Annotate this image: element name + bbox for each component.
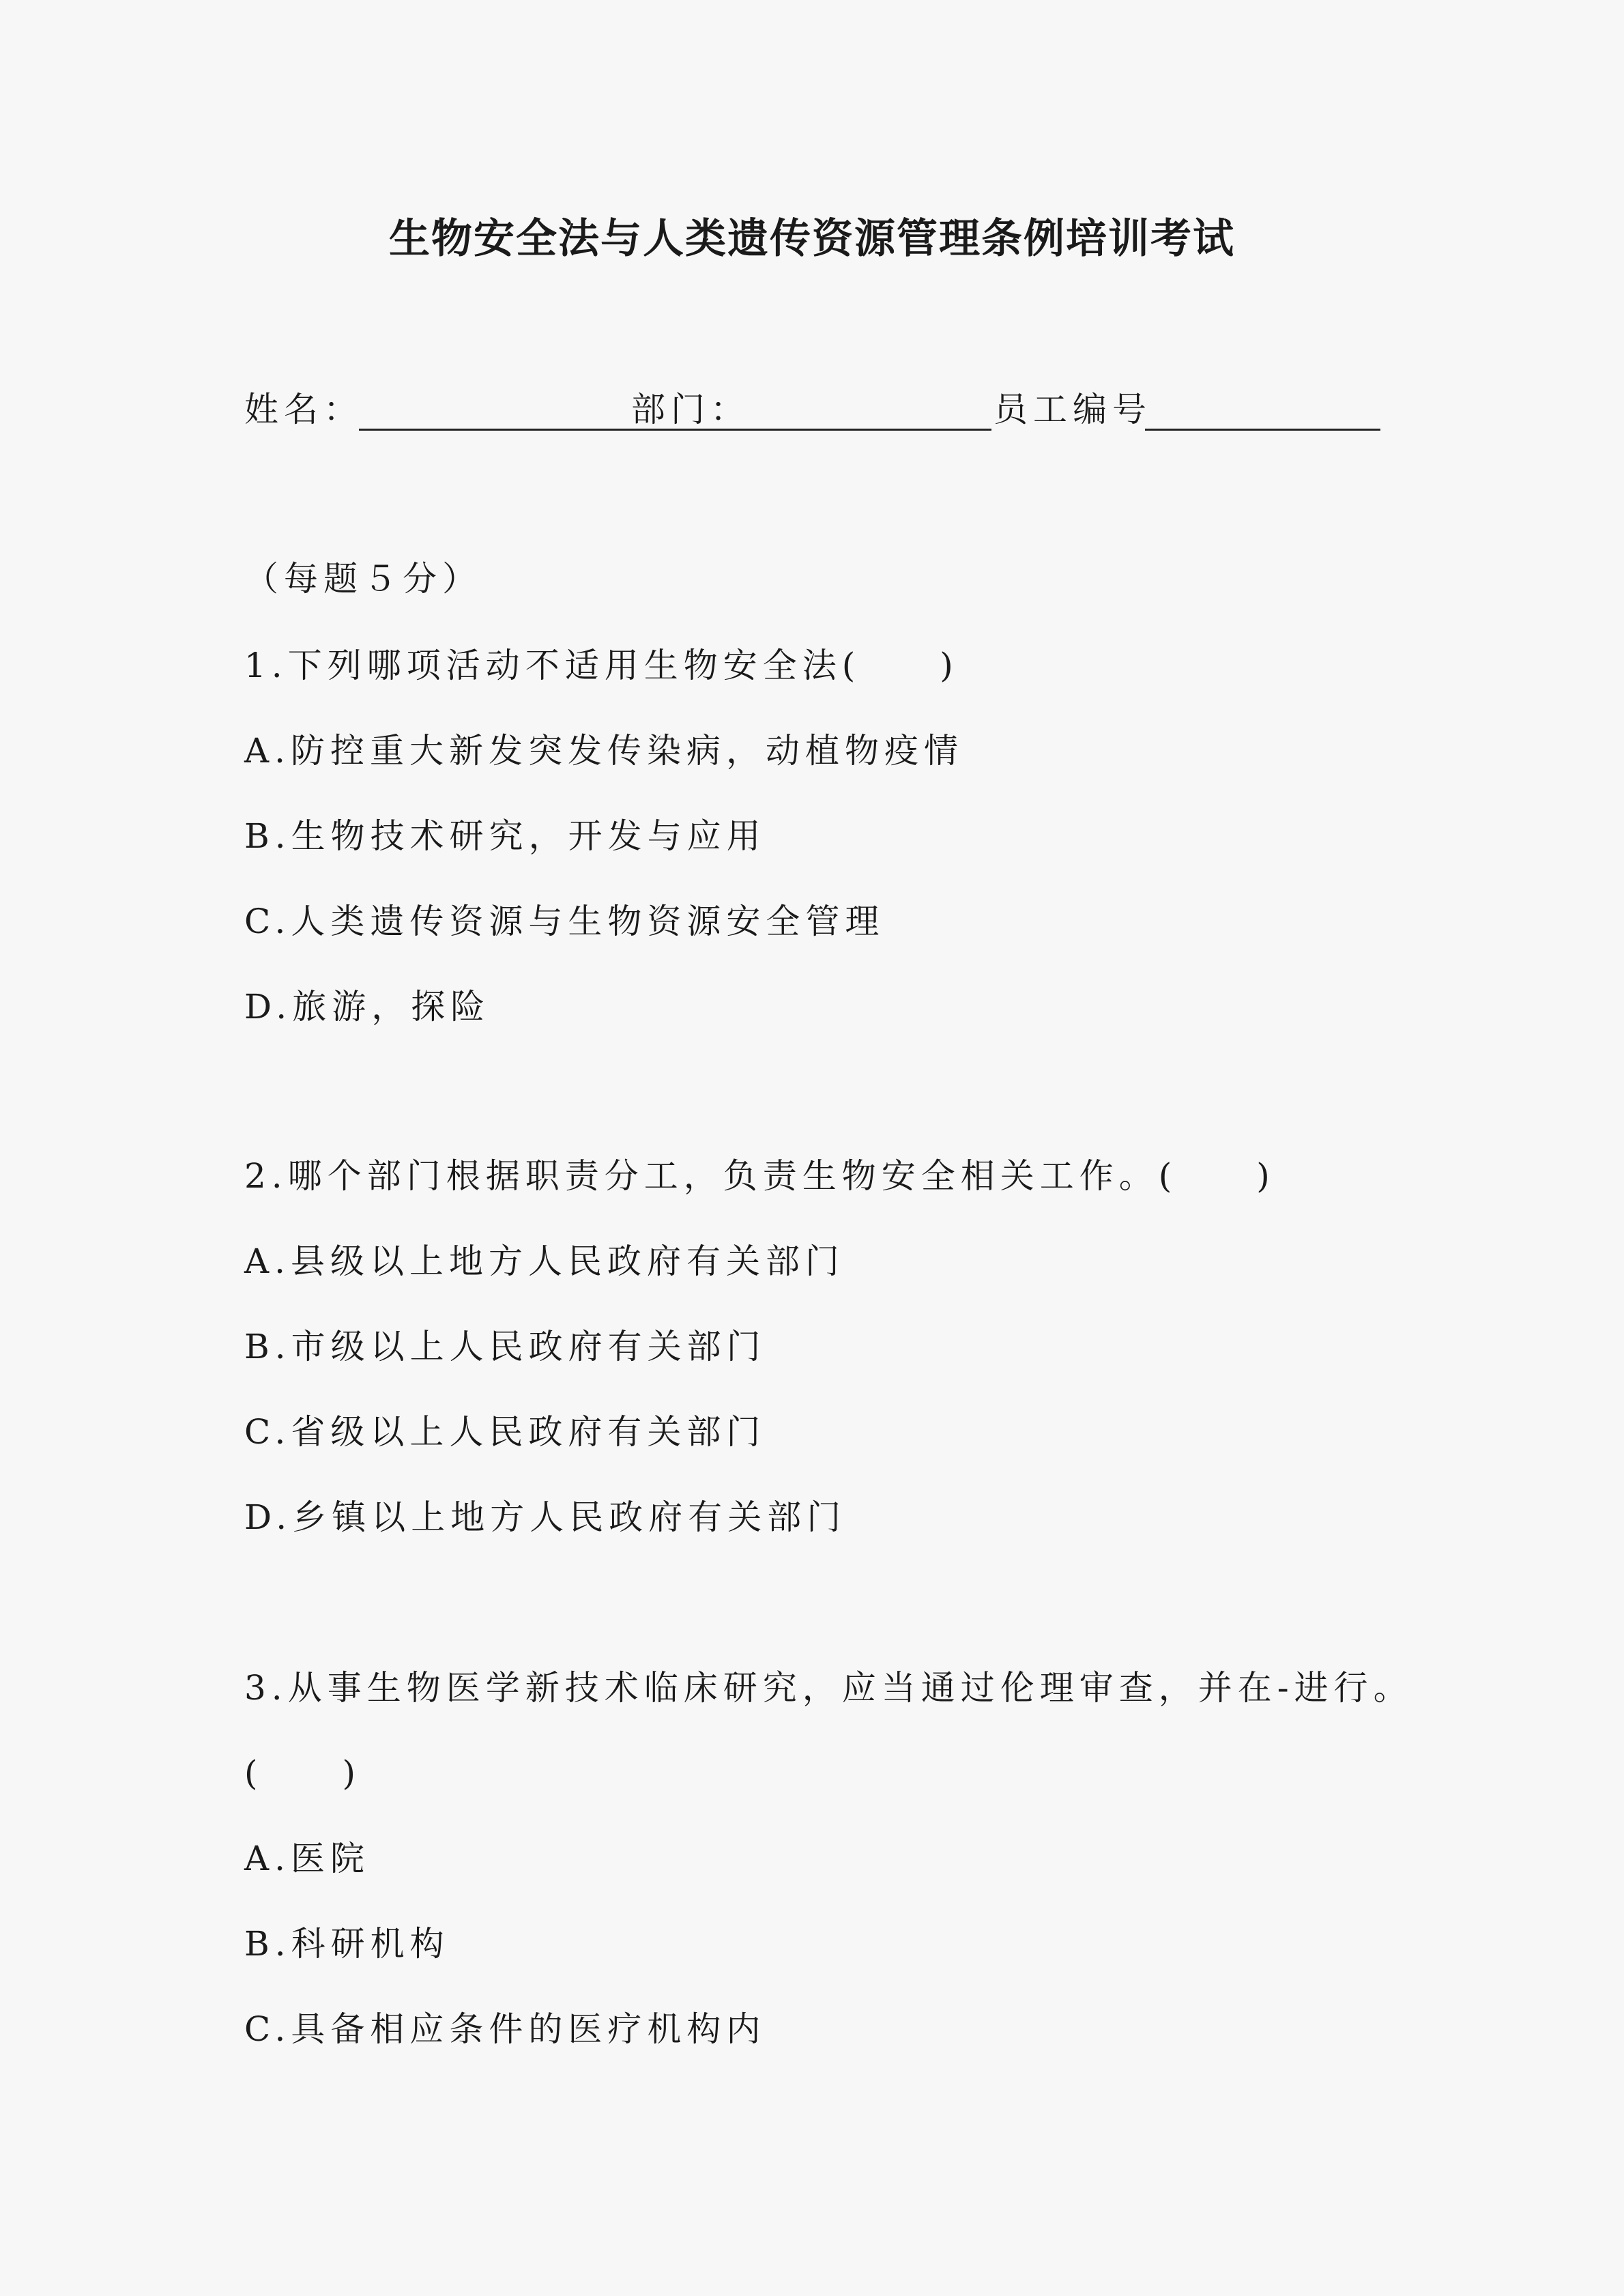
question-1-option-c: C.人类遗传资源与生物资源安全管理 — [244, 902, 885, 941]
question-2-option-c: C.省级以上人民政府有关部门 — [244, 1412, 766, 1452]
examinee-info-row — [244, 382, 1380, 437]
employee-id-label: 员工编号 — [994, 390, 1152, 429]
question-1-stem: 1.下列哪项活动不适用生物安全法( ) — [244, 646, 959, 685]
question-3-option-b: B.科研机构 — [244, 1924, 450, 1964]
department-label: 部门： — [631, 390, 750, 429]
department-blank[interactable] — [745, 429, 991, 431]
question-2-option-d: D.乡镇以上地方人民政府有关部门 — [244, 1497, 847, 1537]
question-1-option-b: B.生物技术研究，开发与应用 — [244, 816, 766, 856]
question-2-stem: 2.哪个部门根据职责分工，负责生物安全相关工作。( ) — [244, 1156, 1275, 1196]
question-1-option-d: D.旅游，探险 — [244, 987, 491, 1027]
name-label: 姓名： — [244, 390, 363, 429]
question-2-option-b: B.市级以上人民政府有关部门 — [244, 1327, 766, 1366]
question-3-option-c: C.具备相应条件的医疗机构内 — [244, 2009, 766, 2049]
employee-id-blank[interactable] — [1145, 429, 1380, 431]
question-3-option-a: A.医院 — [244, 1839, 371, 1878]
question-3-stem-continued: ( ) — [244, 1753, 362, 1793]
question-1-option-a: A.防控重大新发突发传染病，动植物疫情 — [244, 731, 964, 771]
question-3-stem: 3.从事生物医学新技术临床研究，应当通过伦理审查，并在-进行。 — [244, 1668, 1413, 1708]
question-2-option-a: A.县级以上地方人民政府有关部门 — [244, 1242, 845, 1281]
score-note: （每题５分） — [244, 559, 482, 599]
document-title: 生物安全法与人类遗传资源管理条例培训考试 — [389, 215, 1235, 263]
